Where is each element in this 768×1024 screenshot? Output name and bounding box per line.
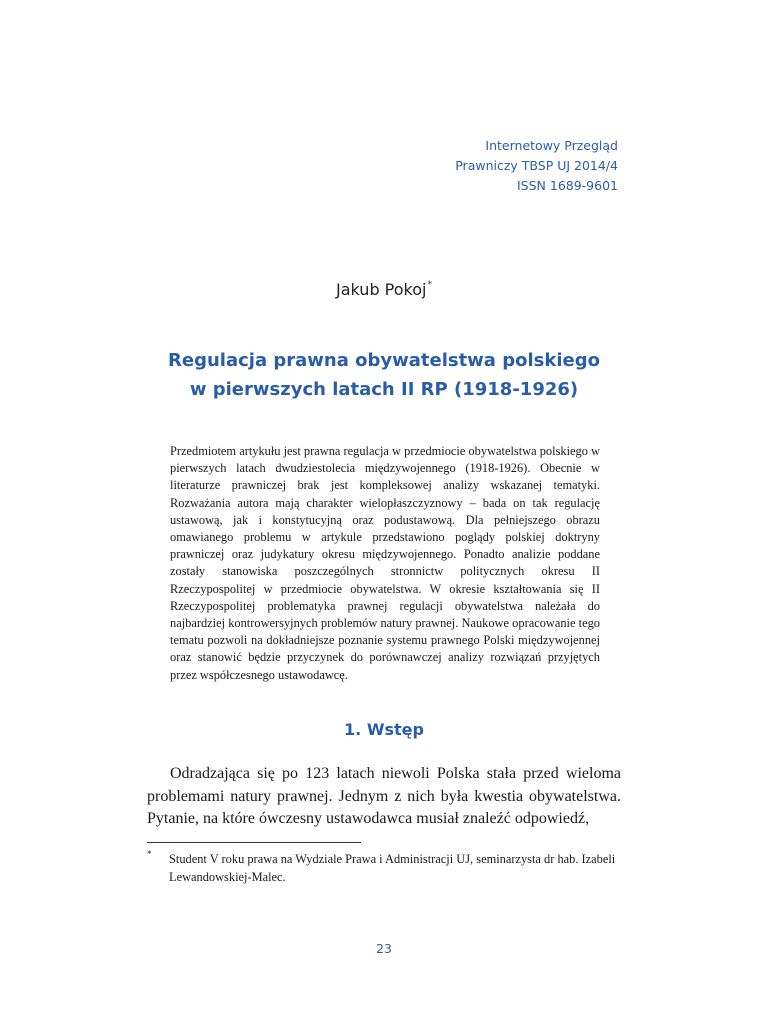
author-footnote-mark[interactable]: * [427, 280, 432, 290]
footnote-mark: * [147, 849, 152, 859]
abstract: Przedmiotem artykułu jest prawna regulacja w przedmiocie obywatelstwa polskiego w pierwszych latach dwudziestolecia międzywojennego (1918-1926). Obecnie w literaturze prawniczej brak jest kompleksowej analizy wskazanej tematyki. Rozważania autora mają charakter wielopłaszczyznowy – bada on tak regulację ustawową, jak i konstytucyjną oraz podustawową. Dla pełniejszego obrazu omawianego problemu w artykule przedstawiono poglądy polskiej doktryny prawniczej oraz judykatury okresu międzywojennego. Ponadto analizie poddane zostały stanowiska poszczególnych stronnictw politycznych okresu II Rzeczypospolitej w przedmiocie obywatelstwa. W okresie kształtowania się II Rzeczypospolitej problematyka prawnej regulacji obywatelstwa należała do najbardziej kontrowersyjnych problemów natury prawnej. Naukowe opracowanie tego tematu pozwoli na dokładniejsze poznanie systemu prawnego Polski międzywojennej oraz stanowić będzie przyczynek do porównawczej analizy rozwiązań przyjętych przez współczesnego ustawodawcę. [170, 444, 600, 682]
journal-header [455, 136, 618, 196]
page-number: 23 [376, 941, 392, 956]
article-title-line1: Regulacja prawna obywatelstwa polskiego [168, 350, 600, 371]
footnote [147, 850, 621, 886]
body-paragraph: Odradzająca się po 123 latach niewoli Polska stała przed wieloma problemami natury prawnej. Jednym z nich była kwestia obywatelstwa. Pytanie, na które ówczesny ustawodawca musiał znaleźć odpowiedź, [147, 765, 621, 827]
section-heading: 1. Wstęp [344, 720, 424, 739]
journal-name-line1: Internetowy Przegląd [485, 138, 618, 153]
article-title-line2: w pierwszych latach II RP (1918-1926) [189, 379, 579, 400]
author-name: Jakub Pokoj [336, 280, 427, 299]
footnote-text: Student V roku prawa na Wydziale Prawa i Administracji UJ, seminarzysta dr hab. Izabeli Lewandowskiej-Malec. [169, 852, 616, 884]
journal-name-line2: Prawniczy TBSP UJ 2014/4 [455, 158, 618, 173]
footnote-separator [147, 842, 361, 843]
journal-issn: ISSN 1689-9601 [516, 178, 618, 193]
author-line [0, 280, 768, 299]
article-title [0, 346, 768, 404]
